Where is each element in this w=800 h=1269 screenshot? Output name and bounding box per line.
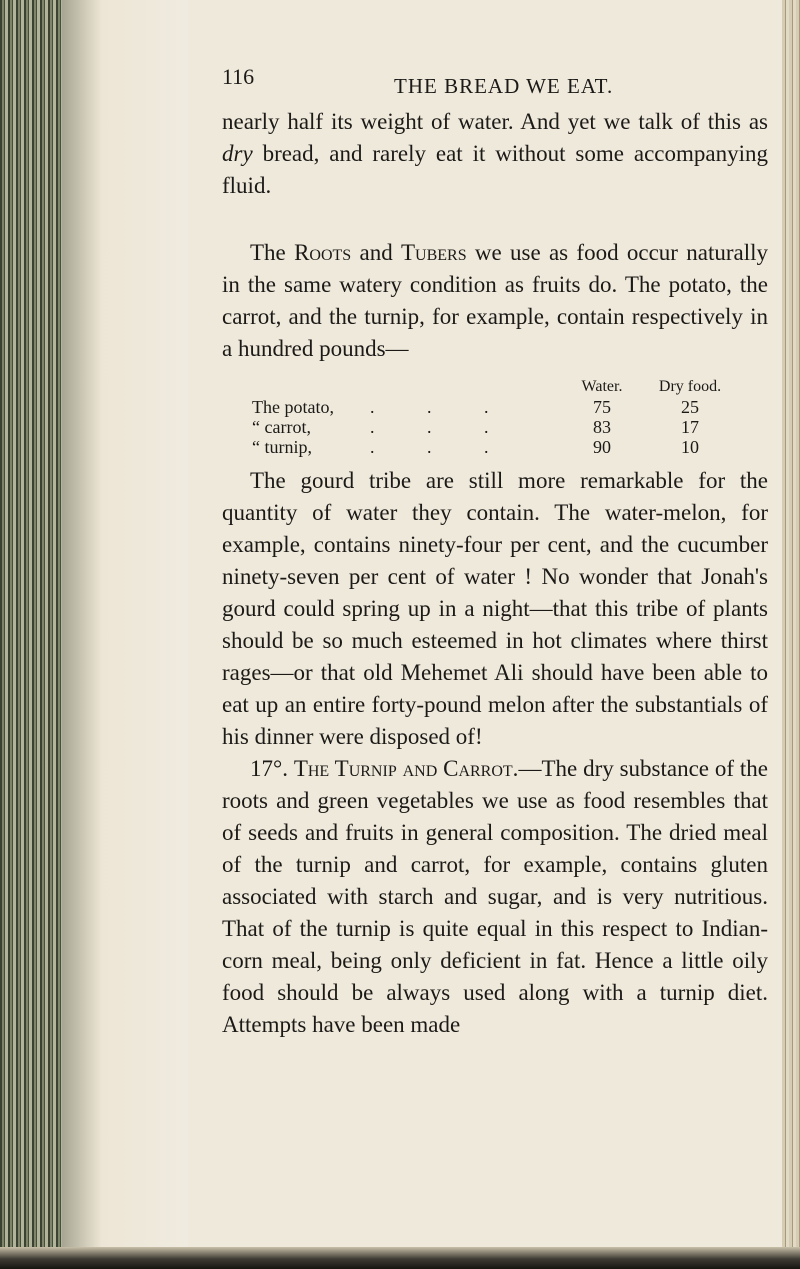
page-number: 116 bbox=[222, 64, 255, 89]
table-row bbox=[252, 417, 734, 437]
paragraph-2-rest: we use as food occur naturally in the same watery condition as fruits do. The potato, the carrot, and the turnip, for example, contain respectively in a hundred pounds— bbox=[222, 240, 768, 361]
book-page bbox=[222, 60, 768, 1041]
paragraph-4 bbox=[222, 753, 768, 1041]
composition-table-wrap bbox=[222, 377, 768, 457]
paragraph-1 bbox=[222, 106, 768, 202]
running-head: THE BREAD WE EAT. bbox=[394, 74, 614, 98]
paragraph-4-rest: —The dry substance of the roots and green vegetables we use as food resembles that of seeds and fruits in general composition. The dried meal of the turnip and carrot, for example, contains gluten associated with starch and sugar, and is very nutritious. That of the turnip is quite equal in this respect to Indian-corn meal, being only deficient in fat. Hence a little oily food should be always used along with a turnip diet. Attempts have been made bbox=[222, 756, 768, 1037]
section-number: 17°. bbox=[250, 756, 294, 781]
paragraph-3: The gourd tribe are still more remarkable for the quantity of water they contain. The water-melon, for example, contains ninety-four per cent, and the cucumber ninety-seven per cent of water ! No wonder that Jonah's gourd could spring up in a night—that this tribe of plants should be so much esteemed in hot climates where thirst rages—or that old Mehemet Ali should have been able to eat up an entire forty-pound melon after the substantials of his dinner were disposed of! bbox=[222, 468, 768, 749]
table-cell-water: 90 bbox=[593, 437, 611, 457]
table-header-dry: Dry food. bbox=[658, 378, 722, 395]
table-cell-name: “ turnip, bbox=[252, 437, 312, 457]
table-row bbox=[252, 437, 734, 457]
paragraph-1-text-a: nearly half its weight of water. And yet we talk of this as bbox=[222, 109, 768, 134]
table-cell-water: 83 bbox=[593, 417, 611, 437]
table-cell-water: 75 bbox=[593, 397, 611, 417]
page-edge-bottom bbox=[0, 1247, 800, 1269]
table-cell-name: “ carrot, bbox=[252, 417, 311, 437]
paragraph-1-italic: dry bbox=[222, 141, 253, 166]
paragraph-2-and: and bbox=[351, 240, 401, 265]
table-cell-dry: 10 bbox=[681, 437, 699, 457]
table-cell-dots: . . . bbox=[370, 437, 513, 457]
book-spine bbox=[0, 0, 62, 1269]
spine-shadow bbox=[62, 0, 102, 1269]
composition-table bbox=[252, 377, 734, 457]
tubers-heading: Tubers bbox=[400, 240, 467, 265]
table-header-dots bbox=[370, 377, 558, 397]
page-edge-right bbox=[782, 0, 800, 1269]
table-cell-dry: 17 bbox=[681, 417, 699, 437]
paragraph-2-the: The bbox=[250, 240, 295, 265]
table-cell-dots: . . . bbox=[370, 417, 513, 437]
roots-heading: Roots bbox=[294, 240, 352, 265]
paragraph-1-text-b: bread, and rarely eat it without some accompanying fluid. bbox=[222, 141, 768, 198]
paragraph-2 bbox=[222, 237, 768, 365]
page-header bbox=[222, 60, 768, 100]
table-row bbox=[252, 397, 734, 417]
table-header-name bbox=[252, 377, 370, 397]
table-cell-dots: . . . bbox=[370, 397, 513, 417]
table-cell-dry: 25 bbox=[681, 397, 699, 417]
table-cell-name: The potato, bbox=[252, 397, 334, 417]
section-heading: The Turnip and Carrot. bbox=[293, 756, 519, 781]
table-header-water: Water. bbox=[581, 378, 623, 395]
table-header-row bbox=[252, 377, 734, 397]
